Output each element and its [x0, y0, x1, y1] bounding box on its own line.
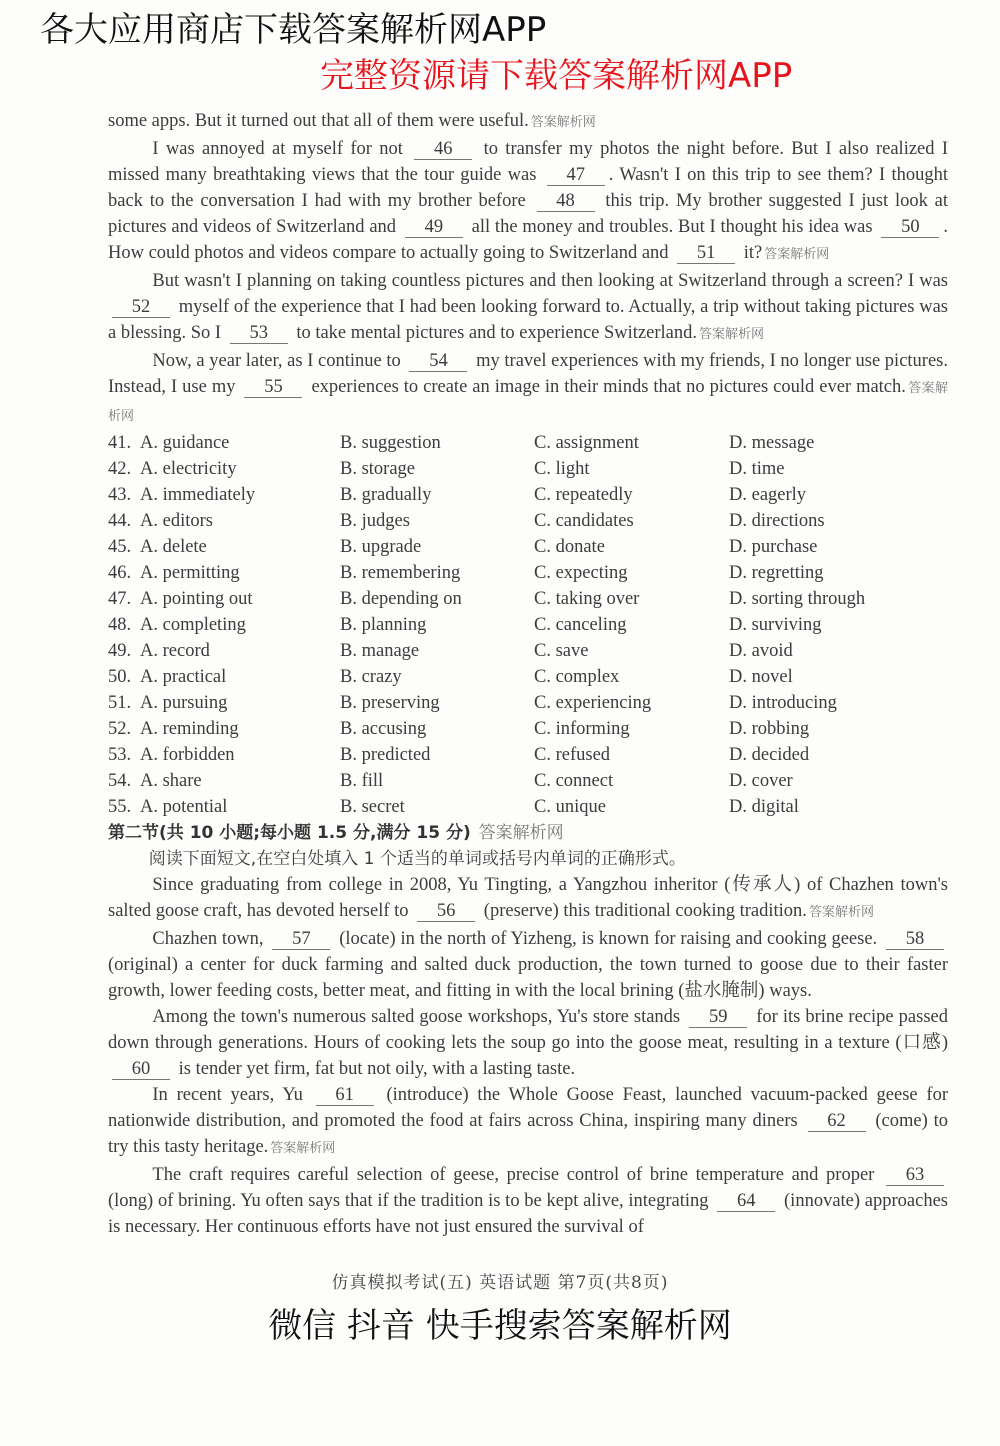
paragraph-text: (locate) in the north of Yizheng, is known for raising and cooking geese.	[334, 929, 882, 949]
option-choice: D. eagerly	[729, 485, 807, 505]
option-choice: D. purchase	[729, 537, 818, 557]
paragraph-text: The craft requires careful selection of geese, precise control of brine temperature and proper	[152, 1165, 882, 1185]
option-choice: A. completing	[140, 615, 246, 635]
answer-blank: 53	[230, 323, 288, 344]
watermark-top-left: 各大应用商店下载答案解析网APP	[40, 10, 547, 50]
option-row	[108, 612, 948, 638]
answer-blank: 59	[689, 1007, 747, 1028]
paragraph-text: all the money and troubles. But I thought his idea was	[466, 217, 878, 237]
watermark-bottom-right: 微信 抖音 快手搜索答案解析网	[268, 1306, 732, 1346]
option-choice: D. cover	[729, 771, 793, 791]
option-choice: C. assignment	[534, 433, 639, 453]
option-choice: C. candidates	[534, 511, 634, 531]
option-choice: A. pointing out	[140, 589, 253, 609]
watermark-text: 答案解析网	[808, 905, 874, 920]
paragraph	[108, 1082, 948, 1162]
section-title: 第二节(共 10 小题;每小题 1.5 分,满分 15 分)	[108, 823, 471, 843]
option-choice: A. potential	[140, 797, 228, 817]
paragraph-text: is tender yet firm, fat but not oily, with a lasting taste.	[174, 1059, 576, 1079]
option-choice: C. connect	[534, 771, 614, 791]
paragraph-text: myself of the experience that I had been looking forward to. Actually, a trip without taking pictures was a blessing. So I	[108, 297, 948, 343]
paragraph-text: (innovate) approaches is necessary. Her continuous efforts have not just ensured the survival of	[108, 1191, 948, 1237]
paragraph	[108, 1162, 948, 1240]
option-choice: B. predicted	[340, 745, 431, 765]
answer-blank: 55	[244, 377, 302, 398]
option-choice: D. robbing	[729, 719, 810, 739]
question-number: 50.	[108, 667, 132, 687]
option-row	[108, 456, 948, 482]
option-choice: B. manage	[340, 641, 420, 661]
paragraph	[108, 268, 948, 348]
paragraph-text: Now, a year later, as I continue to	[152, 351, 406, 371]
option-choice: C. complex	[534, 667, 620, 687]
option-choice: C. light	[534, 459, 590, 479]
option-choice: B. preserving	[340, 693, 440, 713]
paragraph-text: to take mental pictures and to experience Switzerland.	[291, 323, 697, 343]
paragraph-text: (introduce) the Whole Goose Feast, launched vacuum-packed geese for nationwide distribution, and promoted the food at fairs across China, inspiring many diners	[108, 1085, 948, 1131]
answer-blank: 50	[881, 217, 939, 238]
option-choice: A. guidance	[140, 433, 230, 453]
option-choice: D. avoid	[729, 641, 793, 661]
paragraph-text: . Wasn't I on this trip to see them? I thought back to the conversation I had with my brother before	[108, 165, 949, 211]
option-choice: B. accusing	[340, 719, 427, 739]
option-choice: C. save	[534, 641, 589, 661]
option-choice: A. electricity	[140, 459, 237, 479]
answer-blank: 57	[272, 929, 330, 950]
option-choice: C. experiencing	[534, 693, 652, 713]
question-number: 41.	[108, 433, 132, 453]
option-choice: A. permitting	[140, 563, 240, 583]
option-choice: D. message	[729, 433, 815, 453]
option-choice: C. expecting	[534, 563, 628, 583]
paragraph-text: (preserve) this traditional cooking tradition.	[479, 901, 807, 921]
paragraph-text: Chazhen town,	[152, 929, 269, 949]
option-choice: B. storage	[340, 459, 416, 479]
paragraph	[108, 136, 948, 268]
option-row	[108, 638, 948, 664]
question-number: 45.	[108, 537, 132, 557]
question-number: 47.	[108, 589, 132, 609]
option-choice: D. sorting through	[729, 589, 866, 609]
question-number: 54.	[108, 771, 132, 791]
question-number: 52.	[108, 719, 132, 739]
watermark-band-bottom	[0, 1304, 1000, 1348]
paragraph-text: it?	[739, 243, 763, 263]
watermark-text: 答案解析网	[478, 823, 564, 843]
option-choice: A. practical	[140, 667, 227, 687]
option-choice: D. introducing	[729, 693, 837, 713]
option-choice: C. donate	[534, 537, 605, 557]
watermark-center: 完整资源请下载答案解析网APP	[320, 56, 793, 96]
cloze-options-list	[108, 430, 948, 820]
question-number: 42.	[108, 459, 132, 479]
paragraph-text: my travel experiences with my friends, I no longer use pictures. Instead, I use my	[108, 351, 948, 397]
paragraph	[108, 926, 948, 1004]
paragraph-text: But wasn't I planning on taking countless pictures and then looking at Switzerland through a screen? I was	[152, 271, 948, 291]
answer-blank: 47	[547, 165, 605, 186]
answer-blank: 63	[886, 1165, 944, 1186]
option-row	[108, 508, 948, 534]
paragraph	[108, 872, 948, 926]
paragraph-text: (long) of brining. Yu often says that if the tradition is to be kept alive, integrating	[108, 1191, 714, 1211]
option-choice: C. canceling	[534, 615, 627, 635]
option-choice: C. taking over	[534, 589, 640, 609]
answer-blank: 61	[316, 1085, 374, 1106]
page-footer: 仿真模拟考试(五) 英语试题 第7页(共8页)	[331, 1273, 669, 1293]
question-number: 55.	[108, 797, 132, 817]
option-choice: B. depending on	[340, 589, 462, 609]
question-number: 49.	[108, 641, 132, 661]
answer-blank: 54	[409, 351, 467, 372]
option-choice: B. judges	[340, 511, 410, 531]
answer-blank: 58	[886, 929, 944, 950]
option-row	[108, 560, 948, 586]
section-heading	[108, 820, 948, 846]
option-choice: A. pursuing	[140, 693, 228, 713]
paragraph-text: this trip. My brother suggested I just look at pictures and videos of Switzerland and	[108, 191, 948, 237]
answer-blank: 46	[414, 139, 472, 160]
option-choice: B. fill	[340, 771, 384, 791]
paragraph-text: I was annoyed at myself for not	[152, 139, 411, 159]
option-choice: D. regretting	[729, 563, 824, 583]
answer-blank: 52	[112, 297, 170, 318]
paragraph-text: some apps. But it turned out that all of them were useful.	[108, 111, 529, 131]
option-choice: A. delete	[140, 537, 207, 557]
option-choice: C. repeatedly	[534, 485, 633, 505]
option-choice: B. suggestion	[340, 433, 441, 453]
question-number: 53.	[108, 745, 132, 765]
option-choice: C. unique	[534, 797, 606, 817]
option-choice: B. secret	[340, 797, 405, 817]
option-choice: D. digital	[729, 797, 799, 817]
paragraph-text: (original) a center for duck farming and salted duck production, the town turned to goose due to their faster growth, lower feeding costs, better meat, and fitting in with the local brining (盐水腌制) ways.	[108, 955, 948, 1001]
option-choice: B. remembering	[340, 563, 461, 583]
option-choice: B. upgrade	[340, 537, 422, 557]
answer-blank: 56	[417, 901, 475, 922]
answer-blank: 49	[405, 217, 463, 238]
option-choice: B. crazy	[340, 667, 402, 687]
answer-blank: 62	[808, 1111, 866, 1132]
paragraph-text: (come) to try this tasty heritage.	[108, 1111, 948, 1157]
option-choice: A. record	[140, 641, 210, 661]
answer-blank: 60	[112, 1059, 170, 1080]
watermark-text: 答案解析网	[764, 247, 830, 262]
option-choice: B. gradually	[340, 485, 432, 505]
paragraph-text: for its brine recipe passed down through generations. Hours of cooking lets the soup go into the goose meat, resulting in a texture (口感)	[108, 1007, 948, 1053]
option-row	[108, 430, 948, 456]
grammar-fill-passage	[108, 872, 948, 1240]
paragraph-text: Among the town's numerous salted goose workshops, Yu's store stands	[152, 1007, 686, 1027]
option-choice: D. surviving	[729, 615, 822, 635]
watermark-text: 答案解析网	[699, 327, 765, 342]
paragraph-text: . How could photos and videos compare to actually going to Switzerland and	[108, 217, 948, 263]
option-choice: B. planning	[340, 615, 427, 635]
paragraph-text: experiences to create an image in their minds that no pictures could ever match.	[306, 377, 906, 397]
option-row	[108, 742, 948, 768]
paragraph	[108, 348, 948, 430]
question-number: 51.	[108, 693, 132, 713]
paragraph	[108, 108, 948, 136]
question-number: 43.	[108, 485, 132, 505]
option-choice: D. directions	[729, 511, 825, 531]
paragraph-text: to transfer my photos the night before. But I also realized I missed many breathtaking views that the tour guide was	[108, 139, 948, 185]
exam-page-content	[108, 0, 948, 1240]
watermark-text: 答案解析网	[270, 1141, 336, 1156]
option-row	[108, 664, 948, 690]
answer-blank: 64	[717, 1191, 775, 1212]
option-choice: C. informing	[534, 719, 630, 739]
option-choice: A. forbidden	[140, 745, 235, 765]
watermark-text: 答案解析网	[108, 381, 948, 424]
option-choice: A. immediately	[140, 485, 256, 505]
question-number: 48.	[108, 615, 132, 635]
section-instruction: 阅读下面短文,在空白处填入 1 个适当的单词或括号内单词的正确形式。	[148, 849, 686, 869]
watermark-text: 答案解析网	[530, 115, 596, 130]
cloze-passage	[108, 108, 948, 430]
answer-blank: 51	[677, 243, 735, 264]
option-choice: D. time	[729, 459, 785, 479]
option-row	[108, 690, 948, 716]
question-number: 44.	[108, 511, 132, 531]
paragraph-text: In recent years, Yu	[152, 1085, 312, 1105]
question-number: 46.	[108, 563, 132, 583]
option-choice: A. share	[140, 771, 202, 791]
option-choice: C. refused	[534, 745, 611, 765]
answer-blank: 48	[537, 191, 595, 212]
option-row	[108, 794, 948, 820]
option-choice: A. reminding	[140, 719, 239, 739]
option-choice: D. decided	[729, 745, 810, 765]
option-choice: D. novel	[729, 667, 793, 687]
option-row	[108, 768, 948, 794]
option-choice: A. editors	[140, 511, 213, 531]
option-row	[108, 586, 948, 612]
option-row	[108, 482, 948, 508]
option-row	[108, 716, 948, 742]
option-row	[108, 534, 948, 560]
paragraph	[108, 1004, 948, 1082]
paragraph-text: Since graduating from college in 2008, Yu Tingting, a Yangzhou inheritor (传承人) of Chazhen town's salted goose craft, has devoted herself to	[108, 875, 948, 921]
